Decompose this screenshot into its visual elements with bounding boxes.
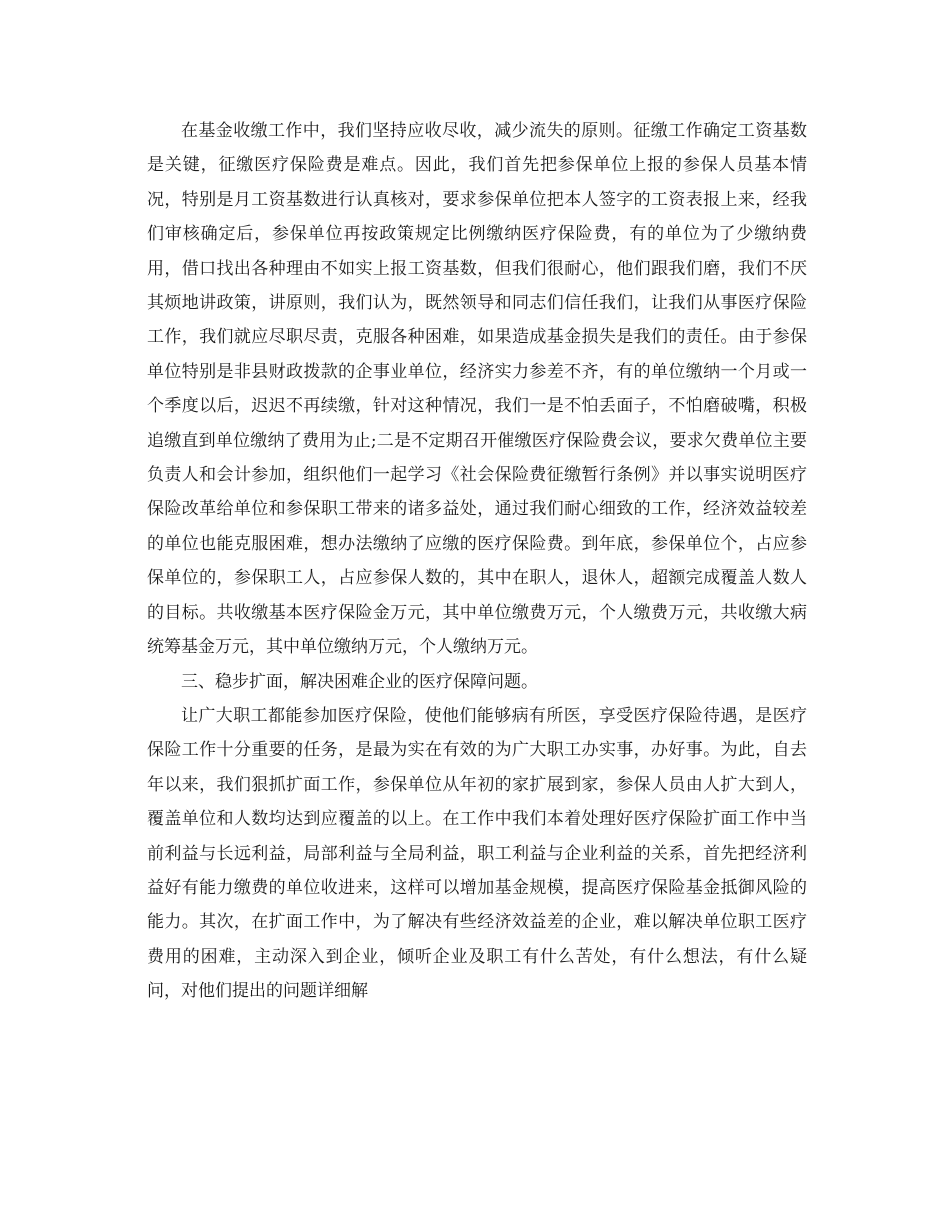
- document-body: [147, 114, 807, 1009]
- paragraph-coverage-expansion: 让广大职工都能参加医疗保险，使他们能够病有所医，享受医疗保险待遇，是医疗保险工作十分重要的任务，是最为实在有效的为广大职工办实事，办好事。为此，自去年以来，我们狠抓扩面工作，参保单位从年初的家扩展到家，参保人员由人扩大到人，覆盖单位和人数均达到应覆盖的以上。在工作中我们本着处理好医疗保险扩面工作中当前利益与长远利益，局部利益与全局利益，职工利益与企业利益的关系，首先把经济利益好有能力缴费的单位收进来，这样可以增加基金规模，提高医疗保险基金抵御风险的能力。其次，在扩面工作中，为了解决有些经济效益差的企业，难以解决单位职工医疗费用的困难，主动深入到企业，倾听企业及职工有什么苦处，有什么想法，有什么疑问，对他们提出的问题详细解: [147, 705, 807, 1002]
- paragraph-fund-collection: 在基金收缴工作中，我们坚持应收尽收，减少流失的原则。征缴工作确定工资基数是关键，征缴医疗保险费是难点。因此，我们首先把参保单位上报的参保人员基本情况，特别是月工资基数进行认真核对，要求参保单位把本人签字的工资表报上来，经我们审核确定后，参保单位再按政策规定比例缴纳医疗保险费，有的单位为了少缴纳费用，借口找出各种理由不如实上报工资基数，但我们很耐心，他们跟我们磨，我们不厌其烦地讲政策，讲原则，我们认为，既然领导和同志们信任我们，让我们从事医疗保险工作，我们就应尽职尽责，克服各种困难，如果造成基金损失是我们的责任。由于参保单位特别是非县财政拨款的企事业单位，经济实力参差不齐，有的单位缴纳一个月或一个季度以后，迟迟不再续缴，针对这种情况，我们一是不怕丢面子，不怕磨破嘴，积极追缴直到单位缴纳了费用为止;二是不定期召开催缴医疗保险费会议，要求欠费单位主要负责人和会计参加，组织他们一起学习《社会保险费征缴暂行条例》并以事实说明医疗保险改革给单位和参保职工带来的诸多益处，通过我们耐心细致的工作，经济效益较差的单位也能克服困难，想办法缴纳了应缴的医疗保险费。到年底，参保单位个，占应参保单位的，参保职工人，占应参保人数的，其中在职人，退休人，超额完成覆盖人数人的目标。共收缴基本医疗保险金万元，其中单位缴费万元，个人缴费万元，共收缴大病统筹基金万元，其中单位缴纳万元，个人缴纳万元。: [147, 121, 807, 658]
- section-heading-expansion: 三、稳步扩面，解决困难企业的医疗保障问题。: [181, 671, 538, 692]
